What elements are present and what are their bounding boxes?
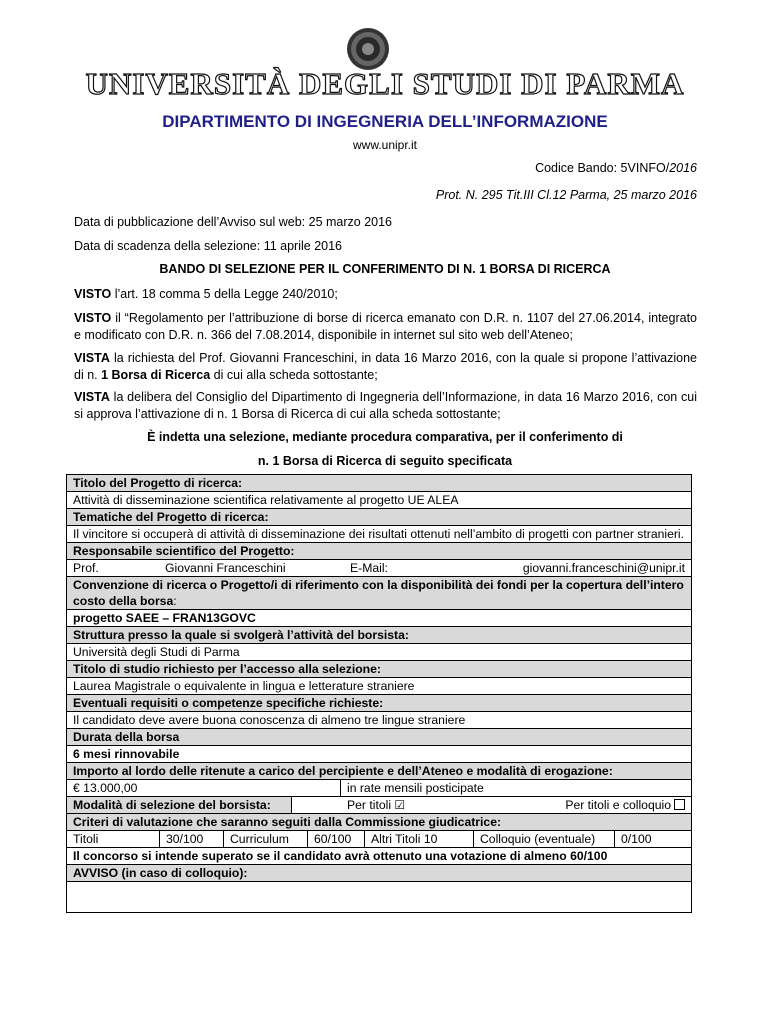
- protocol-line: Prot. N. 295 Tit.III Cl.12 Parma, 25 marzo 2016: [435, 188, 697, 202]
- borsa-details-table: [66, 474, 692, 913]
- responsabile-label: Responsabile scientifico del Progetto:: [67, 543, 691, 560]
- vista-paragraph-1: VISTA la richiesta del Prof. Giovanni Franceschini, in data 16 Marzo 2016, con la quale si propone l’attivazione di n. 1 Borsa di Ricerca di cui alla scheda sottostante;: [74, 351, 697, 382]
- website-link[interactable]: www.unipr.it: [352, 138, 418, 152]
- department-title: DIPARTIMENTO DI INGEGNERIA DELL’INFORMAZIONE: [162, 112, 608, 131]
- criterio-name: Altri Titoli 10: [365, 831, 474, 847]
- codice-bando: Codice Bando: 5VINFO/2016: [535, 161, 697, 175]
- titolo-label: Titolo del Progetto di ricerca:: [67, 475, 691, 492]
- vista-paragraph-2: VISTA la delibera del Consiglio del Dipartimento di Ingegneria dell’Informazione, in data 16 Marzo 2016, con cui si approva l’attivazione di n. 1 Borsa di Ricerca di cui alla scheda sottostante;: [74, 390, 697, 421]
- criterio-name: Colloquio (eventuale): [474, 831, 615, 847]
- modalita-row: [67, 797, 691, 814]
- titolo-value: Attività di disseminazione scientifica relativamente al progetto UE ALEA: [67, 492, 691, 509]
- criterio-score: 30/100: [160, 831, 224, 847]
- soglia-value: Il concorso si intende superato se il candidato avrà ottenuto una votazione di almeno 60/100: [67, 848, 691, 865]
- tematiche-value: Il vincitore si occuperà di attività di disseminazione dei risultati ottenuti nell’ambito di progetti con partner stranieri.: [67, 526, 691, 543]
- avviso-value: [67, 882, 691, 912]
- requisiti-value: Il candidato deve avere buona conoscenza di almeno tre lingue straniere: [67, 712, 691, 729]
- durata-label: Durata della borsa: [67, 729, 691, 746]
- checked-box-icon[interactable]: ☑: [394, 798, 406, 812]
- resp-email[interactable]: giovanni.franceschini@unipr.it: [522, 561, 685, 575]
- bando-title: BANDO DI SELEZIONE PER IL CONFERIMENTO DI N. 1 BORSA DI RICERCA: [159, 262, 611, 276]
- criterio-name: Curriculum: [224, 831, 308, 847]
- modalita-options: [292, 797, 691, 813]
- avviso-label: AVVISO (in caso di colloquio):: [67, 865, 691, 882]
- visto-paragraph-1: VISTO l’art. 18 comma 5 della Legge 240/2010;: [74, 287, 338, 301]
- requisiti-label: Eventuali requisiti o competenze specifiche richieste:: [67, 695, 691, 712]
- criteri-label: Criteri di valutazione che saranno seguiti dalla Commissione giudicatrice:: [67, 814, 691, 831]
- struttura-value: Università degli Studi di Parma: [67, 644, 691, 661]
- durata-value: 6 mesi rinnovabile: [67, 746, 691, 763]
- tematiche-label: Tematiche del Progetto di ricerca:: [67, 509, 691, 526]
- visto-paragraph-2: VISTO il “Regolamento per l’attribuzione di borse di ricerca emanato con D.R. n. 1107 del 27.06.2014, integrato e modificato con D.R. n. 366 del 7.08.2014, disponibile in internet sul sito web dell’Ateneo;: [74, 311, 697, 342]
- criterio-score: 60/100: [308, 831, 365, 847]
- resp-name: Giovanni Franceschini: [165, 561, 286, 575]
- importo-rate: in rate mensili posticipate: [347, 781, 484, 795]
- resp-email-label: E-Mail:: [350, 561, 388, 575]
- deadline-date: Data di scadenza della selezione: 11 aprile 2016: [74, 239, 343, 253]
- option-per-titoli-colloquio[interactable]: Per titoli e colloquio: [565, 797, 685, 813]
- convenzione-label: Convenzione di ricerca o Progetto/i di riferimento con la disponibilità dei fondi per la copertura dell’intero costo della borsa:: [67, 577, 691, 610]
- option-per-titoli[interactable]: Per titoli ☑: [347, 798, 406, 812]
- criterio-score: 0/100: [621, 832, 652, 846]
- convenzione-value: progetto SAEE – FRAN13GOVC: [67, 610, 691, 627]
- modalita-label: Modalità di selezione del borsista:: [67, 797, 292, 813]
- criteri-row: [67, 831, 691, 848]
- resp-title: Prof.: [73, 561, 99, 575]
- publication-date: Data di pubblicazione dell’Avviso sul web: 25 marzo 2016: [74, 215, 393, 229]
- university-name: UNIVERSITÀ DEGLI STUDI DI PARMA: [85, 66, 685, 101]
- importo-label: Importo al lordo delle ritenute a carico del percipiente e dell’Ateneo e modalità di erogazione:: [67, 763, 691, 780]
- criterio-name: Titoli: [67, 831, 160, 847]
- titolo-studio-label: Titolo di studio richiesto per l’accesso alla selezione:: [67, 661, 691, 678]
- importo-value: € 13.000,00: [67, 780, 341, 796]
- importo-row: [67, 780, 691, 797]
- borsa-statement: n. 1 Borsa di Ricerca di seguito specificata: [257, 454, 513, 468]
- unchecked-box-icon[interactable]: [674, 799, 685, 810]
- titolo-studio-value: Laurea Magistrale o equivalente in lingua e letterature straniere: [67, 678, 691, 695]
- indetta-statement: È indetta una selezione, mediante procedura comparativa, per il conferimento di: [147, 430, 623, 444]
- university-seal-icon: [346, 27, 390, 71]
- responsabile-row: [67, 560, 691, 577]
- struttura-label: Struttura presso la quale si svolgerà l’attività del borsista:: [67, 627, 691, 644]
